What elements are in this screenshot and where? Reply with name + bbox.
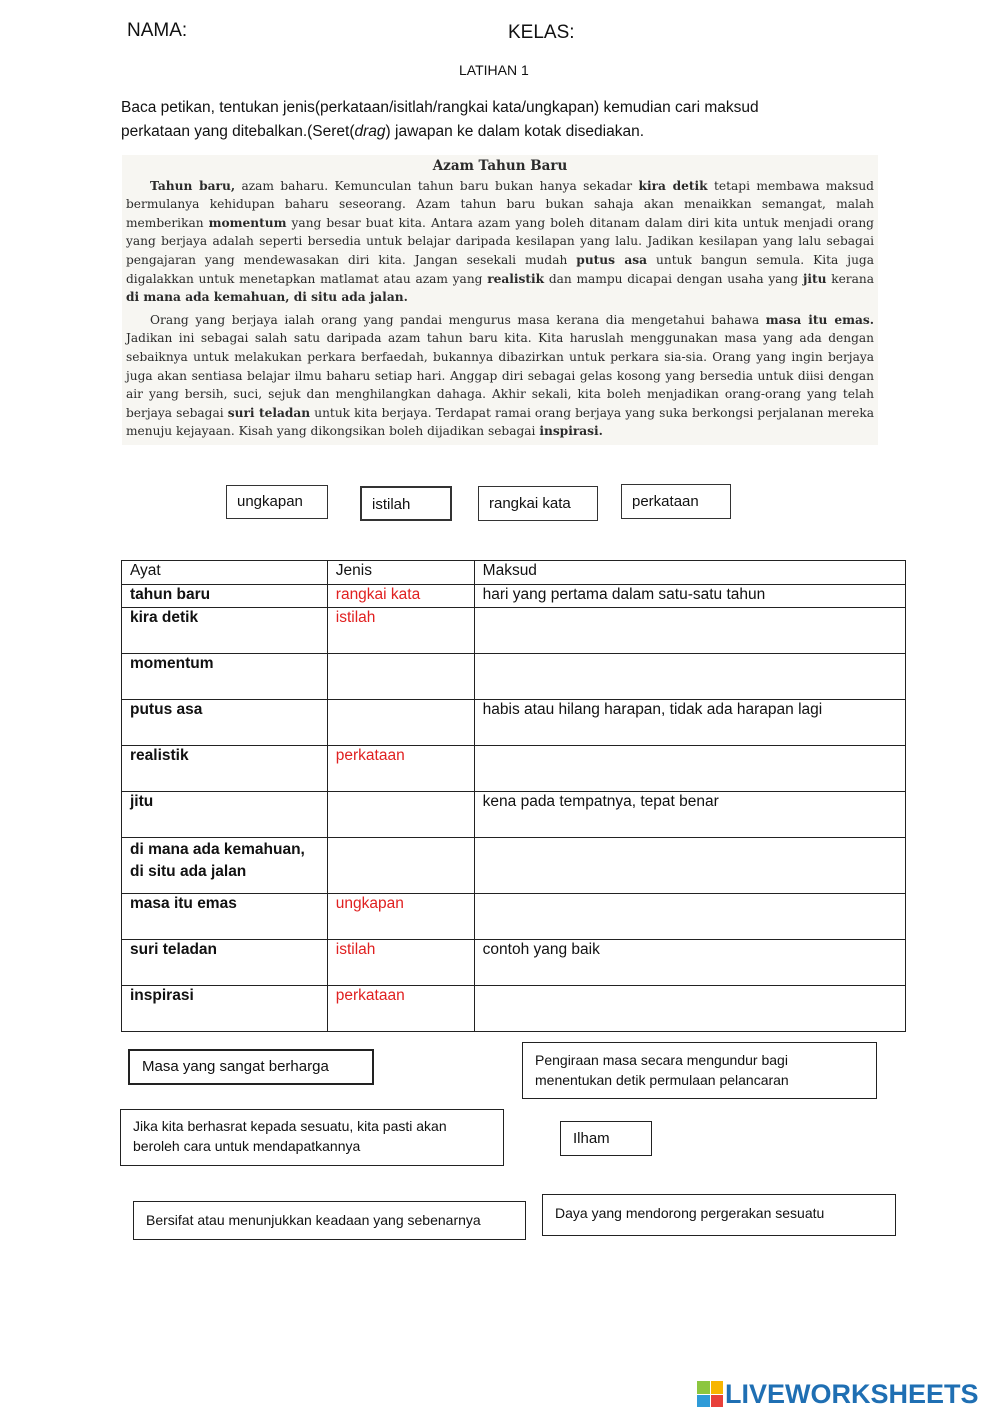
table-row (122, 608, 906, 654)
maksud-drop-cell[interactable]: hari yang pertama dalam satu-satu tahun (474, 585, 905, 608)
table-row (122, 585, 906, 608)
drag-option-istilah[interactable]: istilah (360, 486, 452, 521)
maksud-drop-cell[interactable] (474, 608, 905, 654)
jenis-drop-cell[interactable]: ungkapan (327, 894, 474, 940)
ayat-cell: momentum (122, 654, 328, 700)
passage-text: untuk bangun semula. Kita juga digalakkan untuk menetapkan matlamat atau azam yang (126, 252, 874, 286)
jenis-drop-cell[interactable]: rangkai kata (327, 585, 474, 608)
passage-text: dan mampu dicapai dengan usaha yang (544, 271, 803, 286)
passage-paragraph-1 (126, 177, 874, 307)
ayat-cell: masa itu emas (122, 894, 328, 940)
drag-option-ungkapan[interactable]: ungkapan (226, 485, 328, 519)
bold-term: di mana ada kemahuan, di situ ada jalan. (126, 290, 408, 305)
drag-option-rangkai-kata[interactable]: rangkai kata (478, 486, 598, 521)
drag-option-ilham[interactable]: Ilham (560, 1121, 652, 1156)
bold-term: masa itu emas. (765, 312, 875, 327)
jenis-drop-cell[interactable] (327, 700, 474, 746)
drag-option-perkataan[interactable]: perkataan (621, 484, 731, 519)
maksud-drop-cell[interactable]: habis atau hilang harapan, tidak ada harapan lagi (474, 700, 905, 746)
instruction-line-1: Baca petikan, tentukan jenis(perkataan/isitlah/rangkai kata/ungkapan) kemudian cari maksud (121, 99, 759, 116)
ayat-cell: kira detik (122, 608, 328, 654)
bold-term: kira detik (638, 178, 708, 193)
bold-term: suri teladan (227, 405, 311, 420)
table-header-row (122, 561, 906, 585)
ayat-cell: di mana ada kemahuan, di situ ada jalan (122, 838, 328, 894)
maksud-drop-cell[interactable] (474, 894, 905, 940)
liveworksheets-logo-icon (697, 1381, 723, 1407)
logo-text: LIVEWORKSHEETS (725, 1378, 979, 1409)
bold-term: realistik (487, 271, 545, 286)
maksud-drop-cell[interactable] (474, 838, 905, 894)
reading-passage (122, 155, 878, 445)
drag-option-berhasrat[interactable]: Jika kita berhasrat kepada sesuatu, kita pasti akan beroleh cara untuk mendapatkannya (120, 1109, 504, 1166)
jenis-drop-cell[interactable]: perkataan (327, 986, 474, 1032)
passage-paragraph-2 (126, 311, 874, 441)
column-header-maksud: Maksud (474, 561, 905, 585)
table-row (122, 746, 906, 792)
maksud-drop-cell[interactable]: contoh yang baik (474, 940, 905, 986)
maksud-drop-cell[interactable] (474, 654, 905, 700)
name-label: NAMA: (127, 20, 188, 41)
ayat-cell: putus asa (122, 700, 328, 746)
table-row (122, 894, 906, 940)
passage-text: tetapi membawa maksud bermulanya kehidupan baharu seseorang. Azam tahun baru bukan sahaja akan menaikkan semangat, malah memberikan (126, 178, 874, 230)
table-row (122, 792, 906, 838)
maksud-drop-cell[interactable] (474, 746, 905, 792)
ayat-cell: realistik (122, 746, 328, 792)
ayat-cell: jitu (122, 792, 328, 838)
maksud-drop-cell[interactable]: kena pada tempatnya, tepat benar (474, 792, 905, 838)
bold-term: momentum (208, 215, 287, 230)
instruction-line-2: perkataan yang ditebalkan.(Seret(drag) jawapan ke dalam kotak disediakan. (121, 123, 645, 140)
drag-option-masa-berharga[interactable]: Masa yang sangat berharga (128, 1049, 374, 1085)
bold-term: jitu (802, 271, 827, 286)
passage-text: untuk kita berjaya. Terdapat ramai orang berjaya yang suka berkongsi perjalanan mereka menuju kejayaan. Kisah yang dikongsikan boleh dijadikan sebagai (126, 405, 874, 439)
ayat-cell: inspirasi (122, 986, 328, 1032)
jenis-drop-cell[interactable]: istilah (327, 608, 474, 654)
ayat-cell: tahun baru (122, 585, 328, 608)
ayat-cell: suri teladan (122, 940, 328, 986)
table-row (122, 940, 906, 986)
passage-text: Orang yang berjaya ialah orang yang pandai mengurus masa kerana dia mengetahui bahawa (150, 312, 766, 327)
passage-text: azam baharu. Kemunculan tahun baru bukan hanya sekadar (235, 178, 639, 193)
column-header-ayat: Ayat (122, 561, 328, 585)
table-row (122, 838, 906, 894)
instruction (121, 96, 881, 144)
jenis-drop-cell[interactable] (327, 838, 474, 894)
passage-text: yang besar buat kita. Antara azam yang boleh ditanam dalam diri kita untuk menjadi orang yang berjaya adalah seperti bersedia untuk belajar daripada kesilapan yang lalu. Jadikan kesilapan yang lalu sebagai pengajaran yang mendewasakan diri kita. Jangan sesekali mudah (126, 215, 874, 267)
jenis-drop-cell[interactable] (327, 654, 474, 700)
table-row (122, 986, 906, 1032)
liveworksheets-logo (697, 1378, 979, 1410)
bold-term: putus asa (576, 252, 648, 267)
drag-option-daya[interactable]: Daya yang mendorong pergerakan sesuatu (542, 1194, 896, 1236)
answer-table (121, 560, 906, 1032)
jenis-drop-cell[interactable] (327, 792, 474, 838)
jenis-drop-cell[interactable]: istilah (327, 940, 474, 986)
drag-option-bersifat[interactable]: Bersifat atau menunjukkan keadaan yang sebenarnya (133, 1201, 526, 1240)
table-row (122, 700, 906, 746)
passage-text: Jadikan ini sebagai salah satu daripada azam tahun baru kita. Kita haruslah menggunakan masa yang ada dengan sebaiknya untuk melakukan perkara berfaedah, bukannya dibazirkan untuk perkara sia-sia. Orang yang ingin berjaya juga akan sentiasa belajar ilmu baharu setiap hari. Anggap diri sebagai gelas kosong yang bersedia untuk diisi dengan air yang bersih, suci, sejuk dan menghilangkan dahaga. Akhir sekali, kita boleh menjadikan orang-orang yang telah berjaya sebagai (126, 331, 874, 420)
passage-text: kerana (826, 271, 874, 286)
class-label: KELAS: (508, 22, 575, 43)
drag-word: drag (354, 123, 386, 140)
bold-term: inspirasi. (539, 424, 603, 439)
passage-title: Azam Tahun Baru (432, 158, 568, 174)
column-header-jenis: Jenis (327, 561, 474, 585)
maksud-drop-cell[interactable] (474, 986, 905, 1032)
drag-option-pengiraan-masa[interactable]: Pengiraan masa secara mengundur bagi menentukan detik permulaan pelancaran (522, 1042, 877, 1099)
bold-term: Tahun baru, (150, 178, 236, 193)
exercise-title: LATIHAN 1 (459, 62, 529, 78)
table-row (122, 654, 906, 700)
jenis-drop-cell[interactable]: perkataan (327, 746, 474, 792)
